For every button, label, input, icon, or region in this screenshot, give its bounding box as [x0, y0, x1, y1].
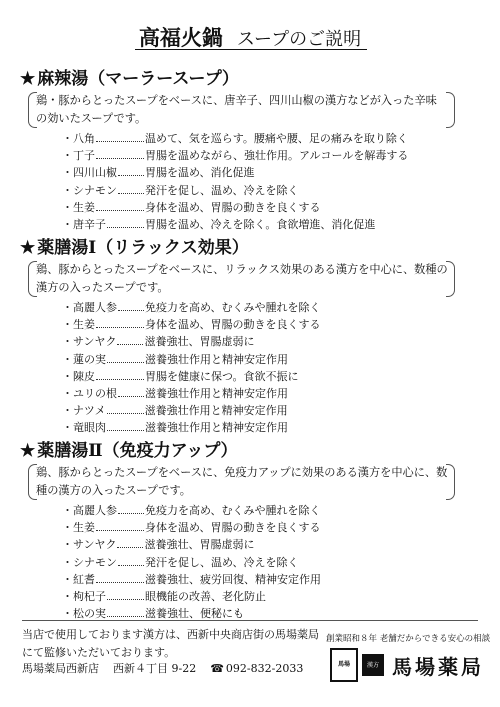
ingredient-name: ・サンヤク — [62, 538, 117, 552]
section-title: 麻辣湯（マーラースープ） — [37, 69, 239, 89]
ingredient-name: ・松の実 — [62, 607, 106, 621]
ingredient-name: ・丁子 — [62, 149, 95, 163]
ingredient-name: ・シナモン — [62, 555, 117, 569]
section-title: 薬膳湯Ⅱ（免疫力アップ） — [37, 441, 238, 461]
ingredient-name: ・蓮の実 — [62, 352, 106, 366]
leader-dots — [118, 302, 144, 311]
pharmacy-logo-icon: 馬場 — [330, 648, 358, 682]
list-item — [62, 316, 321, 333]
ingredient-effect: 発汗を促し、温め、冷えを除く — [145, 555, 299, 569]
leader-dots — [96, 202, 144, 211]
star-icon: ★ — [20, 238, 36, 258]
ingredient-effect: 身体を温め、胃腸の動きを良くする — [145, 200, 321, 214]
ingredient-name: ・枸杞子 — [62, 590, 106, 604]
ingredient-effect: 胃腸を健康に保つ。食欲不振に — [145, 369, 299, 383]
leader-dots — [117, 539, 143, 548]
ingredient-effect: 眼機能の改善、老化防止 — [145, 590, 266, 604]
list-item — [62, 502, 321, 519]
leader-dots — [118, 557, 144, 566]
section-heading — [20, 436, 238, 461]
store-name: 馬場薬局西新店 — [22, 662, 99, 675]
list-item — [62, 130, 408, 147]
ingredient-effect: 滋養強壮、便秘にも — [145, 607, 244, 621]
ingredient-name: ・高麗人参 — [62, 504, 117, 517]
list-item — [62, 571, 321, 588]
page-title — [0, 22, 500, 52]
ingredient-name: ・生姜 — [62, 318, 95, 332]
section-heading — [20, 64, 239, 89]
list-item — [62, 147, 408, 164]
leader-dots — [96, 150, 144, 159]
list-item — [62, 588, 321, 605]
leader-dots — [118, 388, 144, 397]
list-item — [62, 182, 408, 199]
leader-dots — [117, 336, 143, 345]
ingredient-name: ・ユリの根 — [62, 387, 117, 401]
leader-dots — [107, 422, 144, 431]
ingredient-list — [62, 299, 321, 437]
brand-name: 高福火鍋 — [138, 26, 223, 50]
kampo-badge: 漢方 — [362, 654, 384, 676]
ingredient-effect: 胃腸を温め、冷えを除く。食欲増進、消化促進 — [145, 218, 376, 232]
ingredient-effect: 滋養強壮作用と精神安定作用 — [145, 421, 288, 435]
ingredient-name: ・生姜 — [62, 200, 95, 214]
list-item — [62, 333, 321, 350]
leader-dots — [96, 133, 144, 142]
star-icon: ★ — [20, 69, 36, 89]
ingredient-effect: 滋養強壮作用と精神安定作用 — [145, 352, 288, 366]
list-item — [62, 216, 408, 233]
list-item — [62, 554, 321, 571]
ingredient-effect: 滋養強壮作用と精神安定作用 — [145, 387, 288, 401]
leader-dots — [118, 505, 144, 514]
list-item — [62, 368, 321, 385]
ingredient-effect: 滋養強壮、疲労回復、精神安定作用 — [145, 572, 321, 586]
title-underline — [135, 49, 367, 50]
leader-dots — [96, 574, 144, 583]
ingredient-name: ・生姜 — [62, 521, 95, 535]
section-description: 鶏、豚からとったスープをベースに、免疫力アップに効果のある漢方を中心に、数種の漢方の入ったスープです。 — [36, 466, 448, 497]
logo-row — [330, 648, 484, 682]
ingredient-effect: 胃腸を温めながら、強壮作用。アルコールを解毒する — [145, 149, 409, 163]
section-description: 鶏、豚からとったスープをベースに、リラックス効果のある漢方を中心に、数種の漢方の入ったスープです。 — [36, 263, 448, 294]
store-address — [22, 660, 317, 676]
ingredient-effect: 免疫力を高め、むくみや腫れを除く — [145, 301, 321, 314]
ingredient-name: ・紅耆 — [62, 572, 95, 586]
ingredient-list — [62, 502, 321, 622]
brand-tagline: 創業昭和８年 老舗だからできる安心の相談 — [326, 634, 491, 644]
ingredient-list — [62, 130, 408, 233]
list-item — [62, 385, 321, 402]
title-subtitle: スープのご説明 — [236, 29, 362, 50]
leader-dots — [107, 219, 144, 228]
leader-dots — [107, 405, 144, 414]
list-item — [62, 536, 321, 553]
ingredient-effect: 発汗を促し、温め、冷えを除く — [145, 183, 299, 197]
leader-dots — [96, 522, 144, 531]
pharmacy-name: 馬場薬局 — [392, 654, 484, 679]
section-description: 鶏・豚からとったスープをベースに、唐辛子、四川山椒の漢方などが入った辛味の効いたスープです。 — [36, 94, 437, 125]
ingredient-effect: 身体を温め、胃腸の動きを良くする — [145, 318, 321, 332]
ingredient-effect: 身体を温め、胃腸の動きを良くする — [145, 521, 321, 535]
phone-number: 092-832-2033 — [225, 662, 304, 675]
ingredient-name: ・陳皮 — [62, 369, 95, 383]
list-item — [62, 351, 321, 368]
leader-dots — [107, 354, 144, 363]
ingredient-effect: 滋養強壮、胃腸虚弱に — [144, 538, 255, 552]
leader-dots — [107, 608, 144, 617]
ingredient-effect: 温めて、気を巡らす。腰痛や腰、足の痛みを取り除く — [145, 132, 408, 145]
ingredient-name: ・ナツメ — [62, 404, 106, 418]
list-item — [62, 519, 321, 536]
ingredient-name: ・シナモン — [62, 183, 117, 197]
leader-dots — [96, 371, 144, 380]
leader-dots — [118, 185, 144, 194]
list-item — [62, 164, 408, 181]
ingredient-name: ・唐辛子 — [62, 218, 106, 232]
list-item — [62, 299, 321, 316]
ingredient-effect: 免疫力を高め、むくみや腫れを除く — [145, 504, 321, 517]
ingredient-name: ・高麗人参 — [62, 301, 117, 314]
section-title: 薬膳湯Ⅰ（リラックス効果） — [37, 238, 249, 258]
ingredient-name: ・四川山椒 — [62, 166, 117, 180]
list-item — [62, 199, 408, 216]
section-heading — [20, 233, 249, 258]
ingredient-name: ・サンヤク — [62, 335, 117, 349]
list-item — [62, 419, 321, 436]
address-text: 西新４丁目 9-22 — [113, 662, 197, 675]
ingredient-name: ・竜眼肉 — [62, 421, 106, 435]
ingredient-effect: 滋養強壮、胃腸虚弱に — [144, 335, 255, 349]
list-item — [62, 402, 321, 419]
ingredient-effect: 胃腸を温め、消化促進 — [145, 166, 255, 180]
pharmacy-brand — [326, 632, 491, 679]
leader-dots — [107, 591, 144, 600]
leader-dots — [96, 319, 144, 328]
ingredient-name: ・八角 — [62, 132, 95, 145]
star-icon: ★ — [20, 441, 36, 461]
ingredient-effect: 滋養強壮作用と精神安定作用 — [144, 404, 288, 418]
phone-icon: ☎ — [210, 662, 224, 675]
leader-dots — [118, 167, 144, 176]
footer-divider — [22, 620, 478, 621]
footer-note: 当店で使用しております漢方は、西新中央商店街の馬場薬局にて監修いただいております。 — [22, 628, 319, 659]
